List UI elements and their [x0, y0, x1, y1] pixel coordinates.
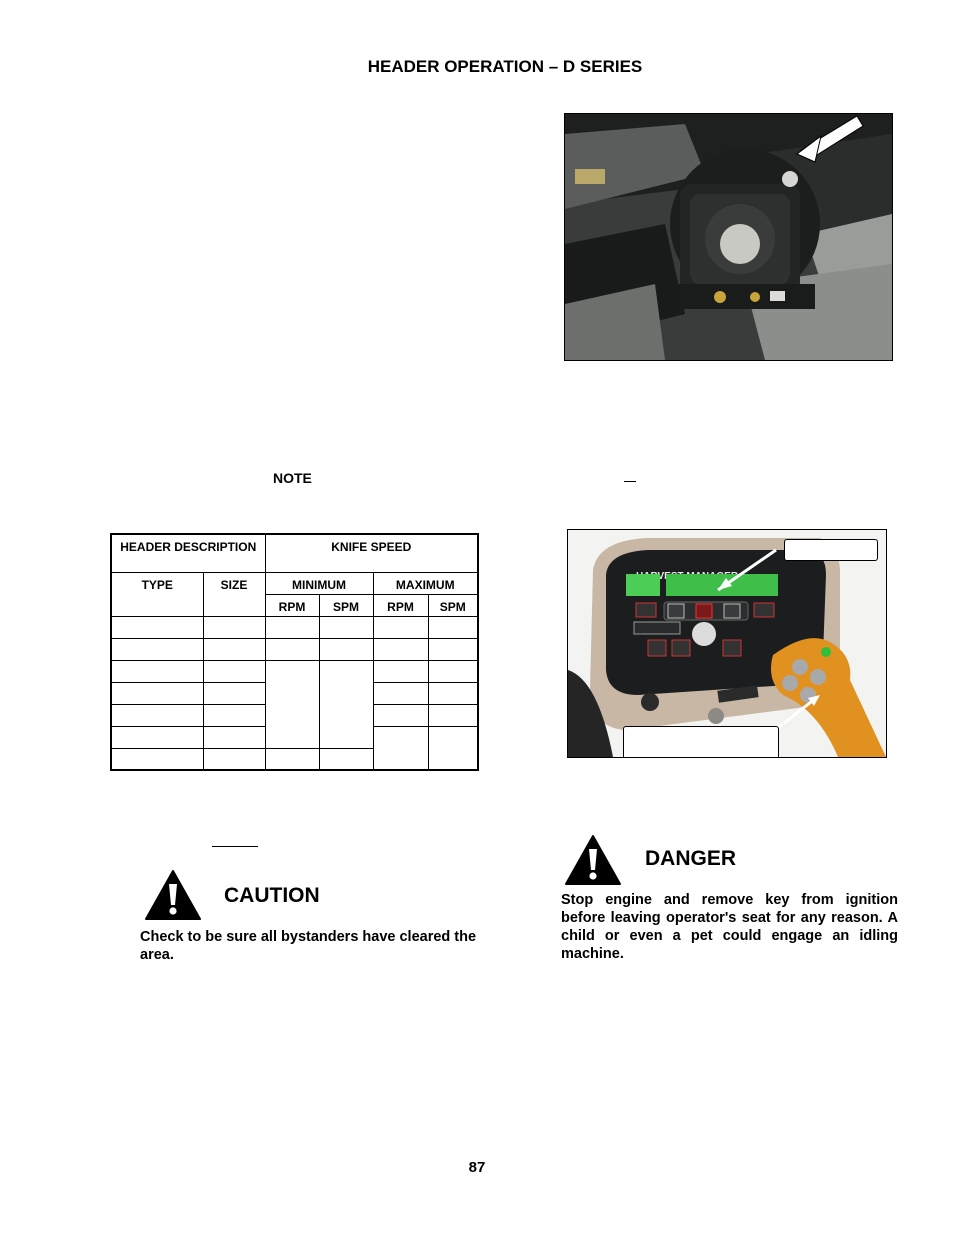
gearbox-illustration — [565, 114, 892, 360]
max-spm-cell — [428, 594, 478, 616]
table-row — [111, 638, 478, 660]
danger-text: Stop engine and remove key from ignition before leaving operator's seat for any reason. A child or even a pet could engage an idling machine. — [561, 892, 898, 962]
maximum-cell — [373, 572, 478, 594]
underline-mark — [624, 481, 636, 482]
console-illustration — [568, 530, 886, 757]
table-row — [111, 660, 478, 682]
page-number: 87 — [468, 1159, 486, 1176]
danger-heading: DANGER — [645, 847, 737, 870]
knife-speed-cell — [265, 534, 478, 572]
min-spm-label: SPM — [332, 599, 359, 614]
size-cell — [203, 572, 265, 616]
caution-heading: CAUTION — [224, 884, 320, 907]
size-label: SIZE — [220, 577, 248, 592]
note-label: NOTE — [273, 470, 312, 486]
min-rpm-label: RPM — [278, 599, 306, 614]
joystick-callout-box — [623, 726, 779, 758]
max-rpm-label: RPM — [387, 599, 414, 614]
caution-text: Check to be sure all bystanders have cleared the area. — [140, 929, 477, 963]
minimum-cell — [265, 572, 373, 594]
table-row — [111, 616, 478, 638]
max-rpm-cell — [373, 594, 428, 616]
maximum-label: MAXIMUM — [395, 577, 455, 592]
caution-warning-icon — [144, 869, 202, 921]
underline-mark — [212, 846, 258, 847]
min-spm-cell — [319, 594, 373, 616]
page-title: HEADER OPERATION – D SERIES — [367, 57, 643, 76]
display-callout-box — [784, 539, 878, 561]
knife-speed-label: KNIFE SPEED — [331, 540, 412, 554]
danger-warning-icon — [564, 834, 622, 886]
type-label: TYPE — [141, 577, 173, 592]
header-description-label: HEADER DESCRIPTION — [120, 540, 257, 554]
minimum-label: MINIMUM — [292, 577, 346, 592]
knife-speed-table — [110, 533, 479, 771]
gearbox-photo — [564, 113, 893, 361]
header-description-cell — [111, 534, 265, 572]
console-photo — [567, 529, 887, 758]
max-spm-label: SPM — [439, 599, 466, 614]
min-rpm-cell — [265, 594, 319, 616]
type-cell — [111, 572, 203, 616]
